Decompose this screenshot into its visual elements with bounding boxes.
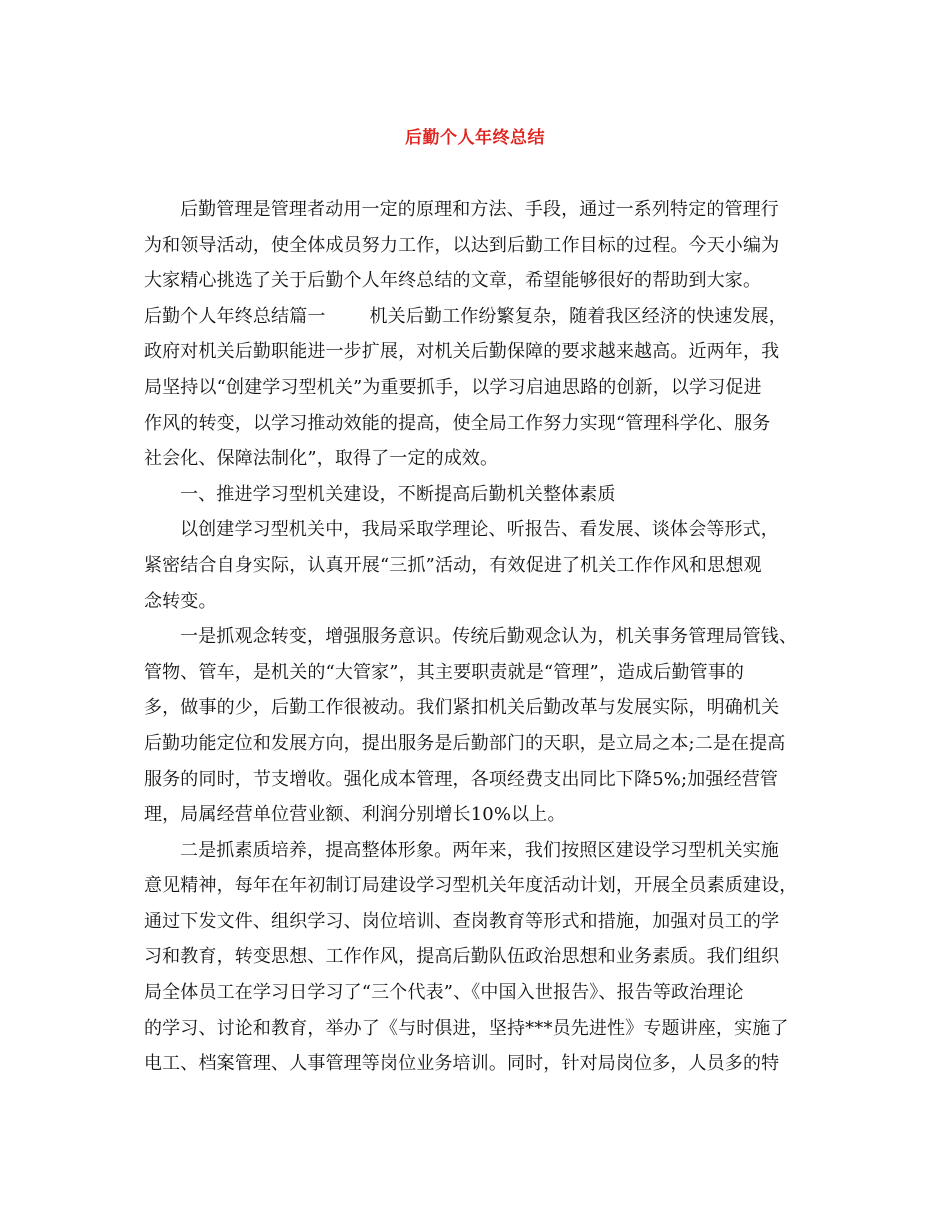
section-heading: 后勤个人年终总结篇一 <box>144 305 326 327</box>
text-line: 局全体员工在学习日学习了“三个代表”、《中国入世报告》、报告等政治理论 <box>144 982 744 1004</box>
text-line-with-section-heading <box>144 299 814 335</box>
text-line: 大家精心挑选了关于后勤个人年终总结的文章，希望能够很好的帮助到大家。 <box>144 270 762 292</box>
document-title: 后勤个人年终总结 <box>405 128 545 148</box>
text-line: 政府对机关后勤职能进一步扩展，对机关后勤保障的要求越来越高。近两年，我 <box>144 341 780 363</box>
text-line: 习和教育，转变思想、工作作风，提高后勤队伍政治思想和业务素质。我们组织 <box>144 946 780 968</box>
text-line: 管物、管车，是机关的“大管家”，其主要职责就是“管理”，造成后勤管事的 <box>144 661 745 683</box>
text-line: 机关后勤工作纷繁复杂，随着我区经济的快速发展， <box>369 305 787 327</box>
text-line: 一是抓观念转变，增强服务意识。传统后勤观念认为，机关事务管理局管钱、 <box>180 626 798 648</box>
text-line: 理，局属经营单位营业额、利润分别增长10%以上。 <box>144 804 566 826</box>
text-line: 后勤管理是管理者动用一定的原理和方法、手段，通过一系列特定的管理行 <box>180 199 779 220</box>
text-line: 服务的同时，节支增收。强化成本管理，各项经费支出同比下降5%;加强经营管 <box>144 768 779 790</box>
subsection-heading: 一、推进学习型机关建设，不断提高后勤机关整体素质 <box>180 483 616 505</box>
text-line: 作风的转变，以学习推动效能的提高，使全局工作努力实现“管理科学化、服务 <box>144 412 771 434</box>
text-line: 二是抓素质培养，提高整体形象。两年来，我们按照区建设学习型机关实施 <box>180 839 779 861</box>
text-line: 后勤功能定位和发展方向，提出服务是后勤部门的天职，是立局之本;二是在提高 <box>144 732 786 754</box>
text-line: 意见精神，每年在年初制订局建设学习型机关年度活动计划，开展全员素质建设， <box>144 875 798 897</box>
text-line: 为和领导活动，使全体成员努力工作，以达到后勤工作目标的过程。今天小编为 <box>144 234 780 256</box>
text-line: 通过下发文件、组织学习、岗位培训、查岗教育等形式和措施，加强对员工的学 <box>144 910 780 932</box>
text-line: 局坚持以“创建学习型机关”为重要抓手，以学习启迪思路的创新，以学习促进 <box>144 376 762 398</box>
text-line: 的学习、讨论和教育，举办了《与时俱进，坚持***员先进性》专题讲座，实施了 <box>144 1017 789 1039</box>
text-line: 社会化、保障法制化”，取得了一定的成效。 <box>144 448 499 470</box>
text-line: 以创建学习型机关中，我局采取学理论、听报告、看发展、谈体会等形式， <box>180 519 779 541</box>
text-line: 多，做事的少，后勤工作很被动。我们紧扣机关后勤改革与发展实际，明确机关 <box>144 697 780 719</box>
text-line: 念转变。 <box>144 590 217 612</box>
text-line: 紧密结合自身实际，认真开展“三抓”活动，有效促进了机关工作作风和思想观 <box>144 554 762 576</box>
document-body <box>144 192 814 1082</box>
text-line: 电工、档案管理、人事管理等岗位业务培训。同时，针对局岗位多，人员多的特 <box>144 1053 780 1075</box>
